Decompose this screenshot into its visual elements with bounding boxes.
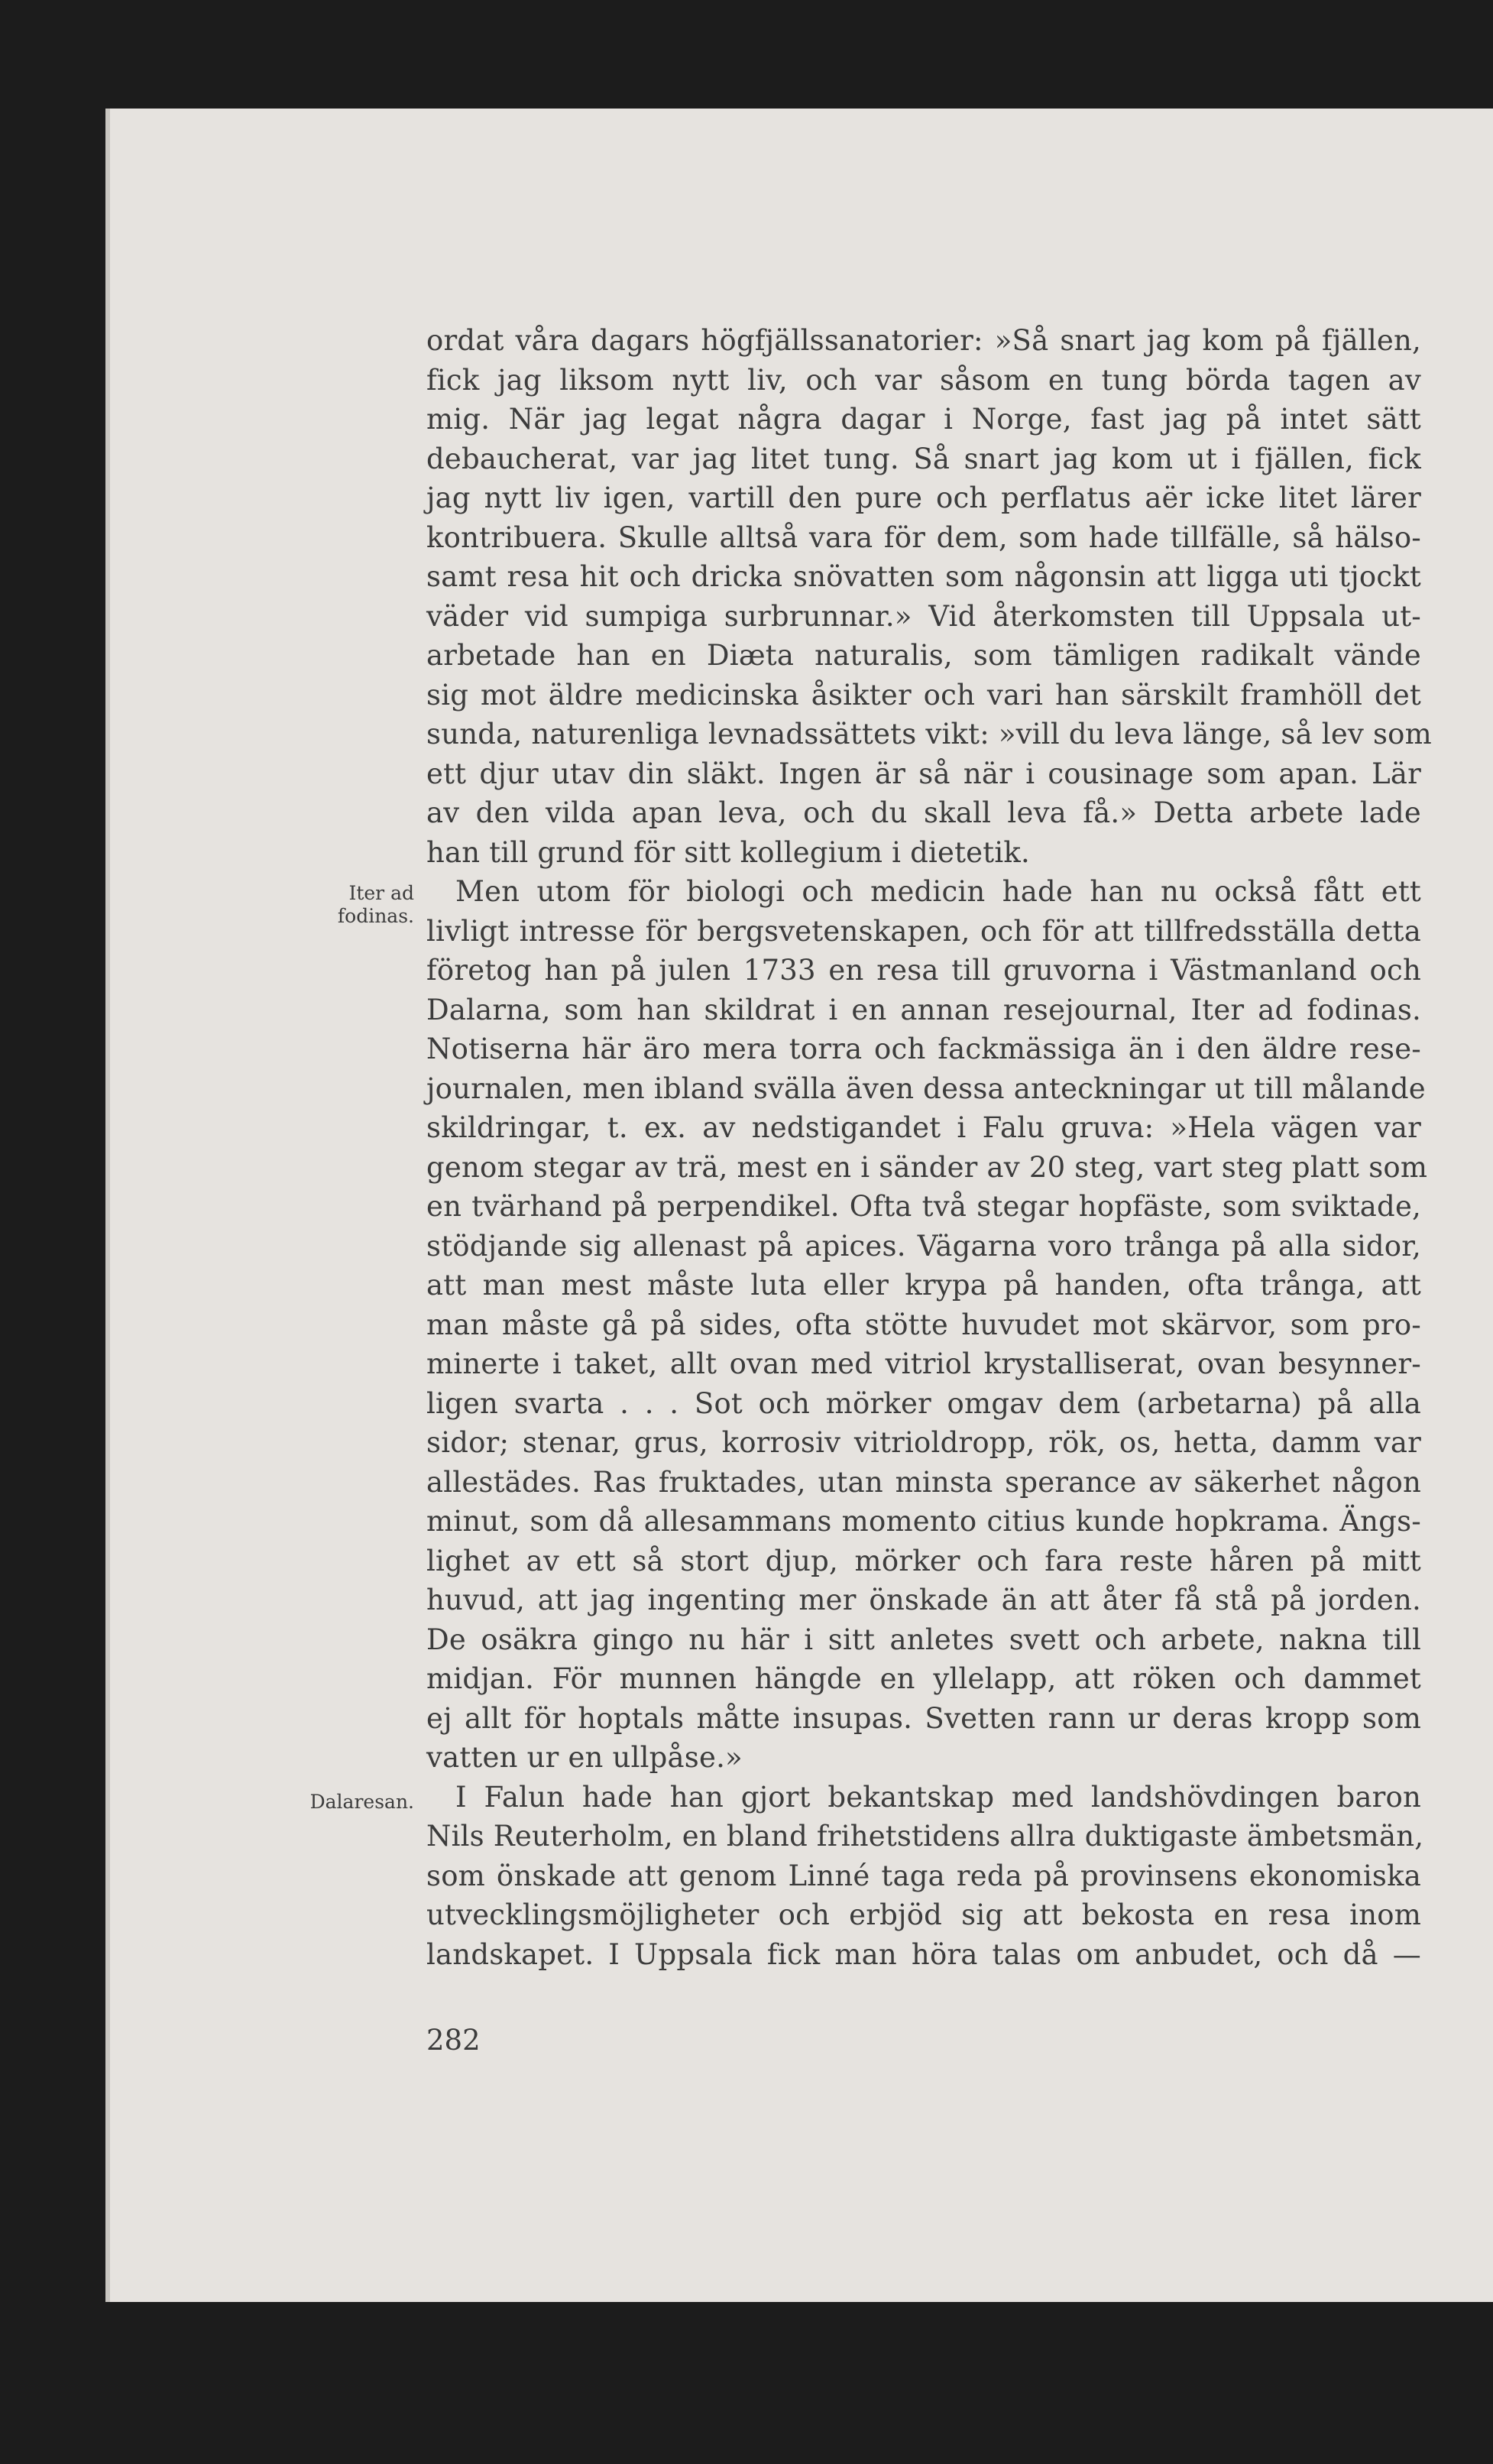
text-line: vatten ur en ullpåse.» <box>426 1741 743 1774</box>
text-line: väder vid sumpiga surbrunnar.» Vid återkomsten till Uppsala ut- <box>426 599 1421 633</box>
text-line: De osäkra gingo nu här i sitt anletes svett och arbete, nakna till <box>426 1623 1421 1656</box>
text-line: ligen svarta . . . Sot och mörker omgav dem (arbetarna) på alla <box>426 1386 1421 1420</box>
text-line: midjan. För munnen hängde en yllelapp, att röken och dammet <box>426 1662 1421 1695</box>
text-line: utvecklingsmöjligheter och erbjöd sig att bekosta en resa inom <box>426 1898 1421 1931</box>
page-number: 282 <box>426 2024 481 2057</box>
text-line: minut, som då allesammans momento citius kunde hopkrama. Ängs- <box>426 1505 1421 1538</box>
paragraph-start-line: I Falun hade han gjort bekantskap med landshövdingen baron <box>455 1780 1421 1814</box>
text-line: livligt intresse för bergsvetenskapen, och för att tillfredsställa detta <box>426 914 1421 948</box>
text-line: stödjande sig allenast på apices. Vägarna voro trånga på alla sidor, <box>426 1229 1421 1263</box>
text-line: debaucherat, var jag litet tung. Så snart jag kom ut i fjällen, fick <box>426 442 1421 475</box>
text-line: skildringar, t. ex. av nedstigandet i Falu gruva: »Hela vägen var <box>426 1111 1421 1144</box>
marginal-note-line: Dalaresan. <box>309 1791 414 1813</box>
text-line: kontribuera. Skulle alltså vara för dem, som hade tillfälle, så hälso- <box>426 520 1421 554</box>
text-line: företog han på julen 1733 en resa till gruvorna i Västmanland och <box>426 954 1421 987</box>
text-line: sunda, naturenliga levnadssättets vikt: »vill du leva länge, så lev som <box>426 718 1432 751</box>
text-line: sidor; stenar, grus, korrosiv vitrioldropp, rök, os, hetta, damm var <box>426 1426 1421 1459</box>
text-line: att man mest måste luta eller krypa på handen, ofta trånga, att <box>426 1269 1421 1302</box>
text-line: samt resa hit och dricka snövatten som någonsin att ligga uti tjockt <box>426 560 1421 593</box>
text-line: minerte i taket, allt ovan med vitriol krystalliserat, ovan besynner- <box>426 1347 1421 1380</box>
body-text <box>426 321 1432 1974</box>
text-line: allestädes. Ras fruktades, utan minsta sperance av säkerhet någon <box>426 1465 1421 1499</box>
marginal-note-line: fodinas. <box>337 905 414 927</box>
text-line: jag nytt liv igen, vartill den pure och perflatus aër icke litet lärer <box>426 481 1421 514</box>
marginal-note-dalaresan <box>277 1791 414 1814</box>
text-line: huvud, att jag ingenting mer önskade än att åter få stå på jorden. <box>426 1584 1421 1616</box>
marginal-note-iter-ad-fodinas <box>277 882 414 928</box>
text-line: arbetade han en Diæta naturalis, som tämligen radikalt vände <box>426 639 1421 672</box>
text-line: av den vilda apan leva, och du skall leva få.» Detta arbete lade <box>426 796 1421 829</box>
text-line: Notiserna här äro mera torra och fackmässiga än i den äldre rese- <box>426 1033 1421 1065</box>
text-line: ett djur utav din släkt. Ingen är så när i cousinage som apan. Lär <box>426 757 1421 790</box>
text-line: mig. När jag legat några dagar i Norge, fast jag på intet sätt <box>426 403 1421 436</box>
paragraph-start-line: Men utom för biologi och medicin hade han nu också fått ett <box>455 875 1421 908</box>
text-line: landskapet. I Uppsala fick man höra talas om anbudet, och då — <box>426 1937 1421 1971</box>
text-line: fick jag liksom nytt liv, och var såsom en tung börda tagen av <box>426 363 1421 397</box>
text-line: ej allt för hoptals måtte insupas. Svetten rann ur deras kropp som <box>426 1701 1421 1735</box>
marginal-note-line: Iter ad <box>348 882 414 904</box>
text-line: journalen, men ibland svälla även dessa anteckningar ut till målande <box>426 1072 1426 1105</box>
text-line: han till grund för sitt kollegium i dietetik. <box>426 835 1030 869</box>
text-line: Nils Reuterholm, en bland frihetstidens allra duktigaste ämbetsmän, <box>426 1820 1424 1853</box>
text-line: som önskade att genom Linné taga reda på provinsens ekonomiska <box>426 1859 1421 1892</box>
text-line: man måste gå på sides, ofta stötte huvudet mot skärvor, som pro- <box>426 1308 1421 1341</box>
paper-left-edge <box>105 109 110 2302</box>
text-line: lighet av ett så stort djup, mörker och fara reste håren på mitt <box>426 1544 1421 1577</box>
text-line: genom stegar av trä, mest en i sänder av 20 steg, vart steg platt som <box>426 1150 1428 1184</box>
text-line: ordat våra dagars högfjällssanatorier: »Så snart jag kom på fjällen, <box>426 324 1421 357</box>
text-line: Dalarna, som han skildrat i en annan resejournal, Iter ad fodinas. <box>426 993 1421 1026</box>
text-line: en tvärhand på perpendikel. Ofta två stegar hopfäste, som sviktade, <box>426 1190 1421 1223</box>
text-line: sig mot äldre medicinska åsikter och vari han särskilt framhöll det <box>426 678 1421 712</box>
